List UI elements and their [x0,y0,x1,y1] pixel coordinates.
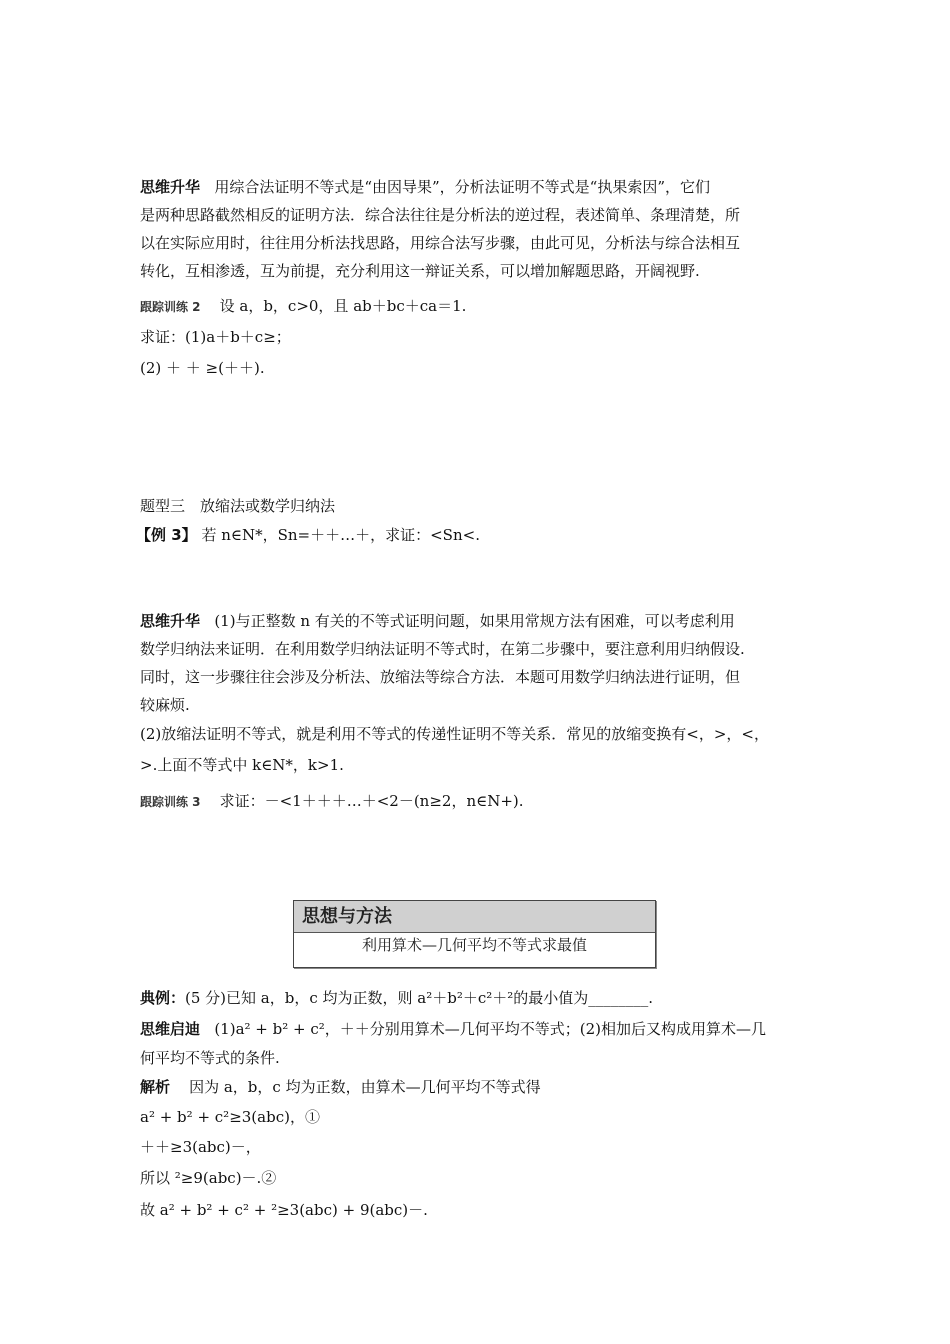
analysis-line-5: 故 a² + b² + c² + ²≥3(abc) + 9(abc)－. [140,1201,428,1219]
hint-text: (1)a² + b² + c²，＋＋分别用算术—几何平均不等式；(2)相加后又构成用算术—几 [214,1020,767,1038]
typical-example [140,988,820,1008]
section-title: 题型三 放缩法或数学归纳法 [140,497,336,515]
insight-1-line-3: 以在实际应用时，往往用分析法找思路，用综合法写步骤，由此可见，分析法与综合法相互 [140,234,741,252]
methods-box-subtitle: 利用算术—几何平均不等式求最值 [361,936,587,954]
insight-label: 思维升华 [140,612,201,630]
example-3 [136,525,816,545]
insight-1-line-4: 转化，互相渗透，互为前提，充分利用这一辩证关系，可以增加解题思路，开阔视野. [140,262,700,280]
analysis-line-3: ＋＋≥3(abc)－， [140,1138,261,1156]
insight-2-line-3: 同时，这一步骤往往会涉及分析法、放缩法等综合方法．本题可用数学归纳法进行证明，但 [140,668,741,686]
insight-1-line-1 [140,177,820,197]
hint-line-1 [140,1019,820,1039]
insight-text: 用综合法证明不等式是“由因导果”，分析法证明不等式是“执果索因”，它们 [214,178,711,196]
training-2-part-1: 求证：(1)a＋b＋c≥； [140,328,291,346]
example-text: 若 n∈N*，Sn=＋＋…＋，求证：<Sn<. [201,526,480,544]
training-tag: 跟踪训练 3 [140,795,201,809]
training-text: 设 a，b，c>0，且 ab＋bc＋ca＝1. [219,297,467,315]
insight-2-line-4: 较麻烦. [140,696,190,714]
analysis-line-4: 所以 ²≥9(abc)－.② [140,1169,277,1187]
training-2-part-2: (2) ＋ ＋ ≥(＋＋). [140,359,265,377]
analysis-line-2: a² + b² + c²≥3(abc)，① [140,1108,320,1126]
hint-line-2: 何平均不等式的条件. [140,1049,280,1067]
training-text: 求证：－<1＋＋＋…＋<2－(n≥2，n∈N+). [219,792,524,810]
analysis-text: 因为 a，b，c 均为正数，由算术—几何平均不等式得 [189,1078,541,1096]
example-tag: 【例 3】 [136,526,197,544]
training-2 [140,296,820,317]
methods-box [293,900,656,968]
insight-2-line-5: (2)放缩法证明不等式，就是利用不等式的传递性证明不等关系．常见的放缩变换有<，>，<， [140,725,769,743]
insight-label: 思维升华 [140,178,201,196]
hint-label: 思维启迪 [140,1020,201,1038]
typical-label: 典例： [140,989,186,1007]
insight-2-line-6: >.上面不等式中 k∈N*，k>1. [140,756,344,774]
training-3 [140,791,820,812]
insight-2-line-2: 数学归纳法来证明．在利用数学归纳法证明不等式时，在第二步骤中，要注意利用归纳假设. [140,640,745,658]
analysis-line-1 [140,1077,820,1097]
insight-2-line-1 [140,611,820,631]
insight-1-line-2: 是两种思路截然相反的证明方法．综合法往往是分析法的逆过程，表述简单、条理清楚，所 [140,206,741,224]
training-tag: 跟踪训练 2 [140,300,201,314]
methods-box-header: 思想与方法 [294,901,655,933]
insight-text: (1)与正整数 n 有关的不等式证明问题，如果用常规方法有困难，可以考虑利用 [214,612,735,630]
typical-text: (5 分)已知 a，b，c 均为正数，则 a²＋b²＋c²＋²的最小值为________. [185,989,654,1007]
analysis-label: 解析 [140,1078,171,1096]
